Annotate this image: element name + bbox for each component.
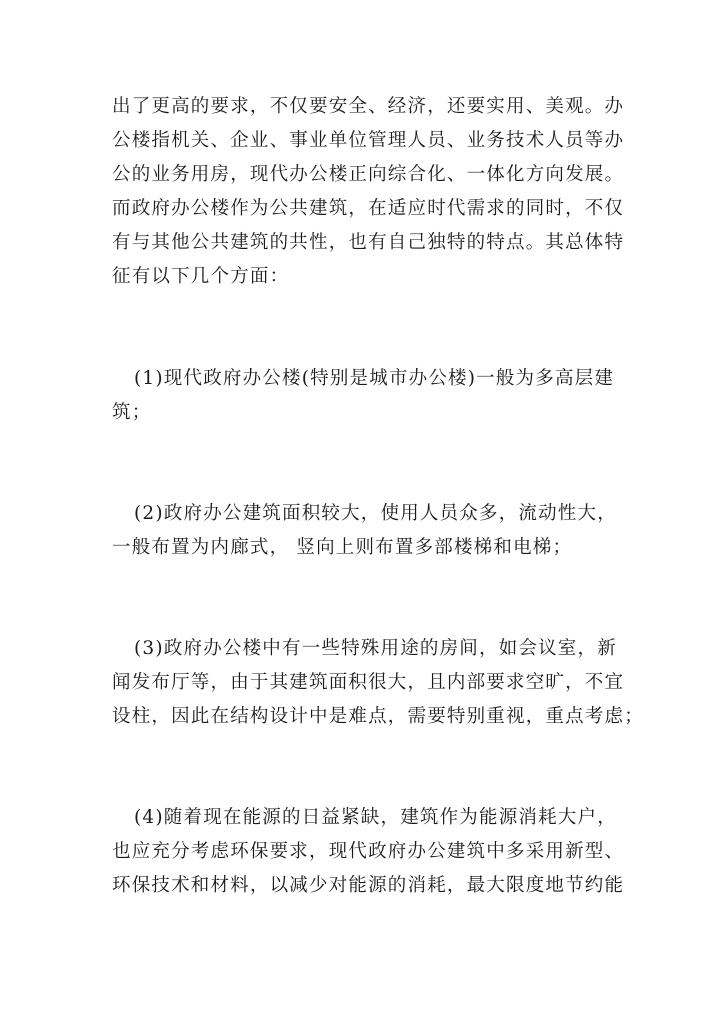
list-item-4-line: (4)随着现在能源的日益紧缺，建筑作为能源消耗大户， bbox=[134, 807, 617, 828]
list-item-1-line: 筑； bbox=[112, 402, 152, 423]
intro-line: 有与其他公共建筑的共性，也有自己独特的特点。其总体特 bbox=[112, 232, 625, 253]
list-item-4-line: 也应充分考虑环保要求，现代政府办公建筑中多采用新型、 bbox=[112, 841, 625, 862]
list-item-3-line: 闻发布厅等，由于其建筑面积很大，且内部要求空旷，不宜 bbox=[112, 672, 625, 693]
list-item-1-line: (1)现代政府办公楼(特别是城市办公楼)一般为多高层建 bbox=[134, 368, 615, 389]
list-item-3-line: (3)政府办公楼中有一些特殊用途的房间，如会议室，新 bbox=[134, 638, 617, 659]
intro-line: 公的业务用房，现代办公楼正向综合化、一体化方向发展。 bbox=[112, 164, 625, 185]
intro-line: 出了更高的要求，不仅要安全、经济，还要实用、美观。办 bbox=[112, 96, 625, 117]
list-item-3-line: 设柱，因此在结构设计中是难点，需要特别重视，重点考虑； bbox=[112, 706, 644, 727]
intro-line: 而政府办公楼作为公共建筑，在适应时代需求的同时，不仅 bbox=[112, 198, 625, 219]
list-item-4-line: 环保技术和材料，以减少对能源的消耗，最大限度地节约能 bbox=[112, 875, 625, 896]
intro-line: 征有以下几个方面： bbox=[112, 266, 290, 287]
intro-line: 公楼指机关、企业、事业单位管理人员、业务技术人员等办 bbox=[112, 130, 625, 151]
list-item-2-line: 一般布置为内廊式， 竖向上则布置多部楼梯和电梯； bbox=[112, 537, 573, 558]
list-item-2-line: (2)政府办公建筑面积较大，使用人员众多，流动性大， bbox=[134, 503, 617, 524]
